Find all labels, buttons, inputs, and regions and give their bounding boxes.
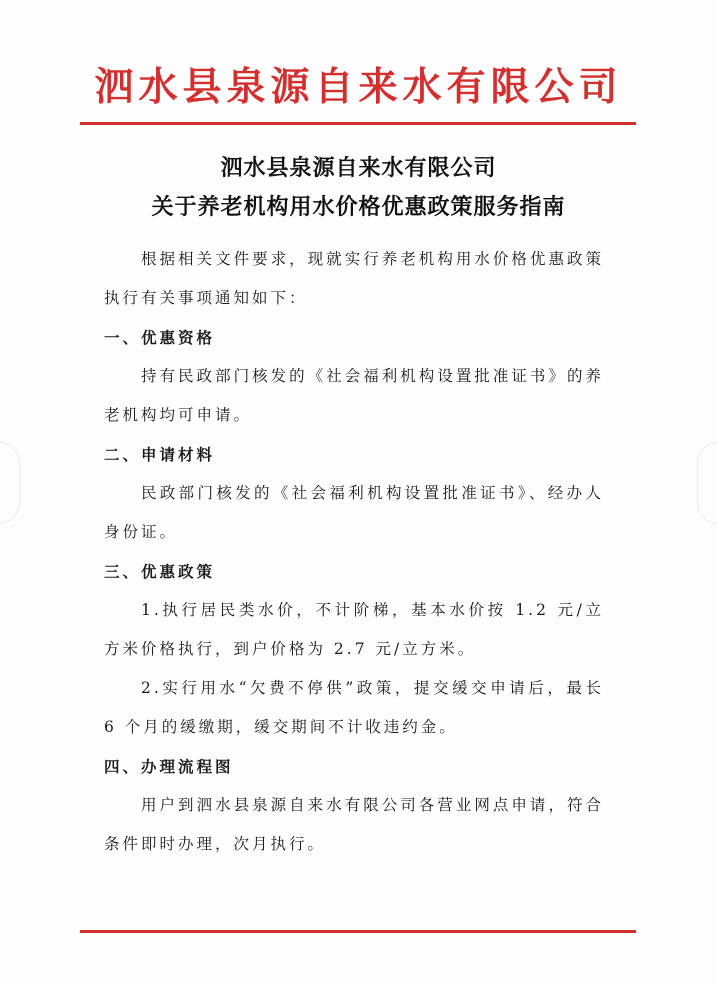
section-qualification-text: 持有民政部门核发的《社会福利机构设置批准证书》的养老机构均可申请。: [104, 367, 604, 424]
section-heading-qualification: 一、优惠资格: [104, 328, 216, 347]
scan-edge-mark: [0, 442, 20, 524]
intro-paragraph: 根据相关文件要求，现就实行养老机构用水价格优惠政策执行有关事项通知如下：: [104, 250, 604, 307]
section-policy-item-2: 2.实行用水“欠费不停供”政策，提交缓交申请后，最长 6 个月的缓缴期，缓交期间不计收违约金。: [104, 679, 604, 736]
scan-edge-mark: [697, 442, 717, 524]
letterhead-red-rule: [80, 122, 636, 125]
footer-red-rule: [80, 930, 636, 933]
letterhead-company-name: 泗水县泉源自来水有限公司: [94, 64, 623, 110]
document-title-line-1: 泗水县泉源自来水有限公司: [220, 155, 497, 181]
section-process-text: 用户到泗水县泉源自来水有限公司各营业网点申请，符合条件即时办理，次月执行。: [104, 796, 604, 853]
document-title-line-2: 关于养老机构用水价格优惠政策服务指南: [151, 194, 566, 220]
section-heading-process: 四、办理流程图: [104, 757, 234, 776]
section-heading-policy: 三、优惠政策: [104, 562, 216, 581]
section-materials-text: 民政部门核发的《社会福利机构设置批准证书》、经办人身份证。: [104, 484, 604, 541]
section-heading-materials: 二、申请材料: [104, 445, 216, 464]
document-body: [104, 240, 604, 864]
section-policy-item-1: 1.执行居民类水价，不计阶梯，基本水价按 1.2 元/立方米价格执行，到户价格为 2.7 元/立方米。: [104, 601, 604, 658]
